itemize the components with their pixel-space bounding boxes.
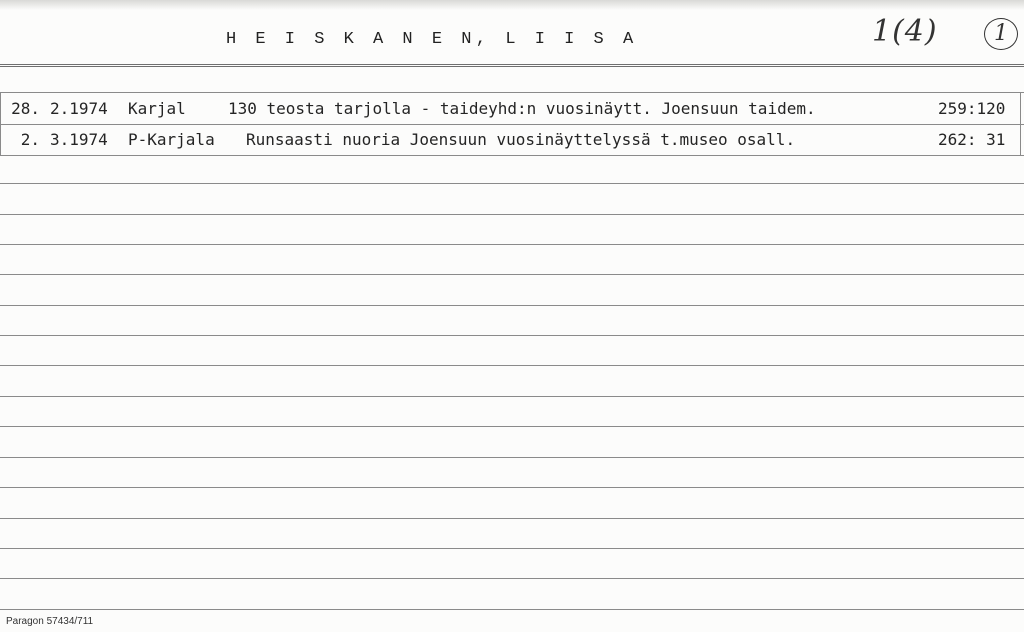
entry-month-year: 2.1974 — [50, 99, 108, 118]
entry-month-year: 3.1974 — [50, 130, 108, 149]
entry-reference: 259:120 — [938, 99, 1006, 118]
ruled-line — [0, 335, 1024, 336]
ruled-line — [0, 365, 1024, 366]
ruled-line — [0, 396, 1024, 397]
clipping-entry — [0, 126, 1024, 154]
ruled-line — [0, 124, 1024, 125]
card-heading-name: H E I S K A N E N, L I I S A — [226, 30, 638, 49]
entry-reference: 262: 31 — [938, 130, 1006, 149]
ruled-line — [0, 183, 1024, 184]
ruled-line — [0, 426, 1024, 427]
ruled-line — [0, 457, 1024, 458]
ruled-line — [0, 244, 1024, 245]
ruled-line — [0, 609, 1024, 610]
ruled-line — [0, 548, 1024, 549]
circled-card-mark: 1 — [984, 18, 1018, 50]
ruled-line — [0, 578, 1024, 579]
entry-title: 130 teosta tarjolla - taideyhd:n vuosinäytt. Joensuun taidem. — [228, 99, 816, 118]
printer-imprint: Paragon 57434/711 — [6, 616, 94, 627]
ruled-line — [0, 305, 1024, 306]
card-number: 1(4) — [872, 14, 938, 49]
entry-title: Runsaasti nuoria Joensuun vuosinäyttelyssä t.museo osall. — [246, 130, 796, 149]
ruled-line — [0, 92, 1024, 93]
entry-day: 28. — [11, 99, 40, 118]
ruled-line — [0, 214, 1024, 215]
ruled-line — [0, 518, 1024, 519]
ruled-line — [0, 155, 1024, 156]
entry-newspaper: P-Karjala — [128, 130, 215, 149]
entry-newspaper: Karjal — [128, 99, 186, 118]
ruled-line — [0, 487, 1024, 488]
entry-day: 2. — [20, 130, 40, 149]
clipping-entry — [0, 95, 1024, 123]
ruled-line — [0, 274, 1024, 275]
header-divider — [0, 64, 1024, 67]
